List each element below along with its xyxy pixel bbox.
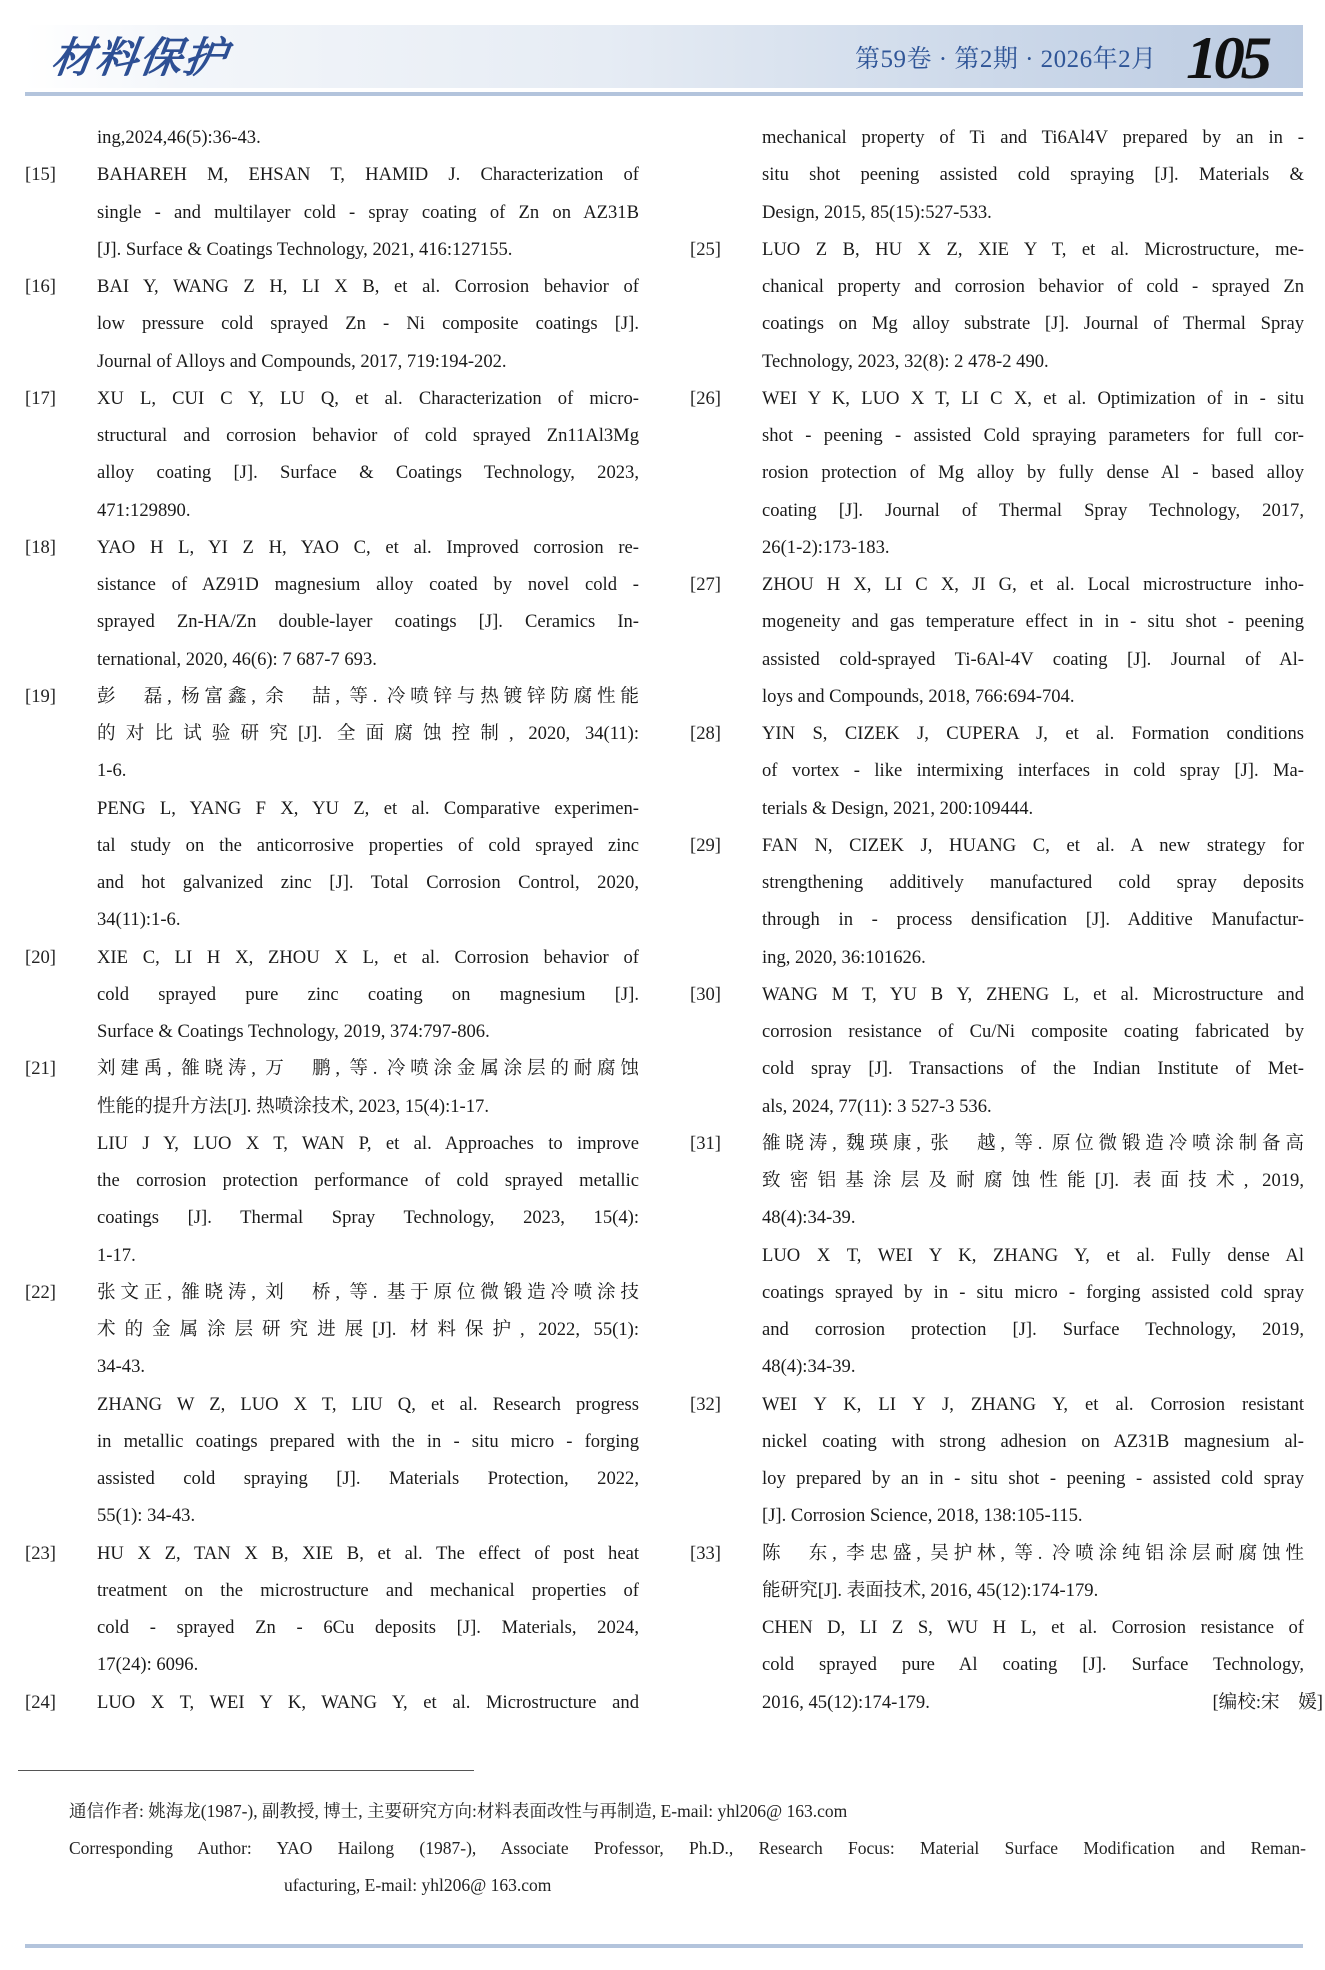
reference-text: WEI Y K, LUO X T, LI C X, et al. Optimization of in - situ: [762, 387, 1304, 409]
reference-text: 术的金属涂层研究进展[J]. 材料保护, 2022, 55(1):: [97, 1319, 639, 1340]
reference-line: [18, 790, 658, 827]
reference-line: [683, 417, 1323, 454]
corresponding-author-en-continued: ufacturing, E-mail: yhl206@ 163.com: [284, 1875, 552, 1895]
reference-text: through in - process densification [J]. Additive Manufactur-: [762, 909, 1304, 931]
reference-line: [683, 1311, 1323, 1348]
issue-info: 第59卷 · 第2期 · 2026年2月: [855, 46, 1157, 73]
reference-number: [15]: [25, 164, 56, 186]
reference-line: [683, 1199, 1323, 1236]
reference-entry-start: [683, 1535, 1323, 1572]
reference-text: shot - peening - assisted Cold spraying parameters for full cor-: [762, 425, 1304, 446]
reference-text: 471:129890.: [97, 499, 191, 521]
reference-line: [18, 1609, 658, 1646]
reference-line: [683, 1609, 1323, 1646]
reference-text: ing,2024,46(5):36-43.: [97, 127, 261, 148]
reference-line: [18, 901, 658, 938]
reference-line: [18, 343, 658, 380]
reference-text: 陈 东, 李忠盛, 吴护林, 等. 冷喷涂纯铝涂层耐腐蚀性: [762, 1542, 1304, 1564]
references-left-column: [18, 119, 658, 1721]
reference-text: assisted cold-sprayed Ti-6Al-4V coating [J]. Journal of Al-: [762, 648, 1304, 670]
reference-text: 致密铝基涂层及耐腐蚀性能[J]. 表面技术, 2019,: [762, 1170, 1304, 1191]
reference-text: situ shot peening assisted cold spraying [J]. Materials &: [762, 164, 1304, 186]
reference-line: [683, 119, 1323, 156]
reference-text: 48(4):34-39.: [762, 1356, 856, 1378]
reference-text: 雒晓涛, 魏瑛康, 张 越, 等. 原位微锻造冷喷涂制备高: [762, 1132, 1304, 1154]
reference-text: PENG L, YANG F X, YU Z, et al. Comparative experimen-: [97, 797, 639, 819]
reference-text: Surface & Coatings Technology, 2019, 374:797-806.: [97, 1021, 490, 1042]
reference-number: [26]: [690, 387, 721, 409]
reference-text: alloy coating [J]. Surface & Coatings Technology, 2023,: [97, 462, 639, 484]
reference-line: [18, 827, 658, 864]
reference-line: [18, 194, 658, 231]
reference-text: Design, 2015, 85(15):527-533.: [762, 201, 992, 223]
reference-text: [J]. Surface & Coatings Technology, 2021, 416:127155.: [97, 238, 513, 260]
reference-text: 1-17.: [97, 1244, 136, 1266]
reference-text: 2016, 45(12):174-179.: [762, 1691, 930, 1713]
reference-text: CHEN D, LI Z S, WU H L, et al. Corrosion resistance of: [762, 1617, 1304, 1638]
reference-text: 48(4):34-39.: [762, 1207, 856, 1229]
reference-number: [33]: [690, 1542, 721, 1564]
reference-number: [25]: [690, 238, 721, 260]
reference-text: terials & Design, 2021, 200:109444.: [762, 797, 1034, 819]
reference-entry-start: [18, 380, 658, 417]
reference-entry-start: [683, 566, 1323, 603]
reference-text: chanical property and corrosion behavior of cold - sprayed Zn: [762, 276, 1304, 297]
reference-line: [683, 603, 1323, 640]
reference-entry-start: [18, 939, 658, 976]
reference-text: 34-43.: [97, 1356, 146, 1378]
reference-line: [18, 1088, 658, 1125]
reference-text: and corrosion protection [J]. Surface Technology, 2019,: [762, 1319, 1304, 1340]
reference-text: 性能的提升方法[J]. 热喷涂技术, 2023, 15(4):1-17.: [97, 1095, 489, 1117]
reference-line: [18, 1646, 658, 1683]
reference-text: 1-6.: [97, 760, 127, 782]
reference-line: [18, 566, 658, 603]
page-number: 105: [1186, 25, 1268, 91]
reference-entry-start: [683, 715, 1323, 752]
reference-line: [18, 1162, 658, 1199]
reference-text: sistance of AZ91D magnesium alloy coated by novel cold -: [97, 574, 639, 595]
reference-text: 张文正, 雒晓涛, 刘 桥, 等. 基于原位微锻造冷喷涂技: [97, 1281, 639, 1303]
footer-divider: [25, 1944, 1303, 1948]
reference-text: ZHANG W Z, LUO X T, LIU Q, et al. Research progress: [97, 1393, 639, 1415]
reference-line: [683, 1460, 1323, 1497]
reference-line: [18, 492, 658, 529]
reference-text: treatment on the microstructure and mechanical properties of: [97, 1579, 639, 1601]
reference-entry-start: [683, 380, 1323, 417]
reference-text: LUO Z B, HU X Z, XIE Y T, et al. Microstructure, me-: [762, 238, 1304, 260]
reference-line: [18, 1572, 658, 1609]
reference-entry-start: [683, 976, 1323, 1013]
reference-text: the corrosion protection performance of cold sprayed metallic: [97, 1170, 639, 1191]
reference-number: [28]: [690, 723, 721, 744]
reference-text: LUO X T, WEI Y K, WANG Y, et al. Microstructure and: [97, 1691, 639, 1713]
reference-line: [683, 529, 1323, 566]
reference-entry-start: [683, 231, 1323, 268]
reference-line: [18, 1013, 658, 1050]
reference-text: WEI Y K, LI Y J, ZHANG Y, et al. Corrosion resistant: [762, 1393, 1304, 1415]
reference-text: mechanical property of Ti and Ti6Al4V prepared by an in -: [762, 127, 1304, 148]
reference-text: low pressure cold sprayed Zn - Ni composite coatings [J].: [97, 313, 639, 335]
reference-number: [31]: [690, 1132, 721, 1154]
reference-text: YIN S, CIZEK J, CUPERA J, et al. Formation conditions: [762, 723, 1304, 744]
reference-text: LUO X T, WEI Y K, ZHANG Y, et al. Fully dense Al: [762, 1244, 1304, 1266]
reference-line: [683, 752, 1323, 789]
reference-entry-start: [683, 1125, 1323, 1162]
reference-line: [683, 1572, 1323, 1609]
reference-text: HU X Z, TAN X B, XIE B, et al. The effect of post heat: [97, 1542, 639, 1564]
reference-text: XIE C, LI H X, ZHOU X L, et al. Corrosion behavior of: [97, 946, 639, 968]
reference-text: cold sprayed pure Al coating [J]. Surface Technology,: [762, 1654, 1304, 1676]
reference-text: BAHAREH M, EHSAN T, HAMID J. Characterization of: [97, 164, 639, 186]
editor-note: [编校:宋 媛]: [1212, 1691, 1323, 1713]
reference-text: nickel coating with strong adhesion on AZ31B magnesium al-: [762, 1430, 1304, 1452]
reference-text: corrosion resistance of Cu/Ni composite coating fabricated by: [762, 1021, 1304, 1042]
reference-number: [24]: [25, 1691, 56, 1713]
reference-text: ZHOU H X, LI C X, JI G, et al. Local microstructure inho-: [762, 574, 1304, 595]
reference-text: ternational, 2020, 46(6): 7 687-7 693.: [97, 648, 377, 670]
reference-number: [30]: [690, 983, 721, 1005]
reference-text: rosion protection of Mg alloy by fully dense Al - based alloy: [762, 462, 1304, 484]
reference-entry-start: [18, 268, 658, 305]
reference-number: [27]: [690, 574, 721, 595]
reference-line: [18, 1348, 658, 1385]
reference-text: coating [J]. Journal of Thermal Spray Technology, 2017,: [762, 499, 1304, 521]
reference-text: 17(24): 6096.: [97, 1654, 199, 1676]
reference-line: [18, 305, 658, 342]
reference-text: als, 2024, 77(11): 3 527-3 536.: [762, 1095, 992, 1117]
reference-text: tal study on the anticorrosive properties of cold sprayed zinc: [97, 834, 639, 856]
reference-text: XU L, CUI C Y, LU Q, et al. Characterization of micro-: [97, 387, 639, 409]
reference-text: FAN N, CIZEK J, HUANG C, et al. A new strategy for: [762, 834, 1304, 856]
reference-text: 彭 磊, 杨富鑫, 余 喆, 等. 冷喷锌与热镀锌防腐性能: [97, 685, 639, 707]
footnote-divider: [18, 1770, 474, 1771]
reference-text: LIU J Y, LUO X T, WAN P, et al. Approaches to improve: [97, 1132, 639, 1154]
reference-line: [18, 1199, 658, 1236]
reference-text: coatings sprayed by in - situ micro - forging assisted cold spray: [762, 1281, 1304, 1303]
reference-line: [683, 156, 1323, 193]
reference-text: BAI Y, WANG Z H, LI X B, et al. Corrosion behavior of: [97, 276, 639, 297]
reference-line: [683, 901, 1323, 938]
reference-line: [683, 454, 1323, 491]
reference-text: assisted cold spraying [J]. Materials Protection, 2022,: [97, 1468, 639, 1489]
reference-text: 55(1): 34-43.: [97, 1505, 196, 1527]
reference-line: [18, 976, 658, 1013]
header-divider: [25, 92, 1303, 96]
reference-text: structural and corrosion behavior of cold sprayed Zn11Al3Mg: [97, 425, 639, 446]
reference-line: [683, 1274, 1323, 1311]
reference-text: loys and Compounds, 2018, 766:694-704.: [762, 685, 1075, 707]
reference-line: [683, 864, 1323, 901]
reference-line: [683, 268, 1323, 305]
reference-text: YAO H L, YI Z H, YAO C, et al. Improved corrosion re-: [97, 536, 639, 558]
reference-text: Journal of Alloys and Compounds, 2017, 719:194-202.: [97, 350, 507, 372]
reference-line: [18, 1460, 658, 1497]
reference-line: [683, 343, 1323, 380]
reference-text: in metallic coatings prepared with the in - situ micro - forging: [97, 1430, 639, 1452]
reference-text: cold - sprayed Zn - 6Cu deposits [J]. Materials, 2024,: [97, 1617, 639, 1638]
reference-line: [18, 417, 658, 454]
reference-text: 能研究[J]. 表面技术, 2016, 45(12):174-179.: [762, 1579, 1099, 1601]
reference-text: coatings [J]. Thermal Spray Technology, 2023, 15(4):: [97, 1207, 639, 1229]
reference-number: [29]: [690, 834, 721, 856]
reference-number: [16]: [25, 276, 56, 297]
reference-line: [18, 1497, 658, 1534]
reference-entry-start: [18, 1274, 658, 1311]
corresponding-author-en: Corresponding Author: YAO Hailong (1987-), Associate Professor, Ph.D., Research Focus: Material Surface Modification and Reman-: [69, 1838, 1306, 1858]
reference-number: [21]: [25, 1058, 56, 1080]
reference-entry-start: [18, 678, 658, 715]
reference-text: mogeneity and gas temperature effect in in - situ shot - peening: [762, 611, 1304, 633]
reference-text: loy prepared by an in - situ shot - peening - assisted cold spray: [762, 1468, 1304, 1489]
reference-entry-start: [18, 156, 658, 193]
reference-line: [18, 1237, 658, 1274]
journal-logo: 材料保护: [48, 33, 232, 82]
reference-text: single - and multilayer cold - spray coating of Zn on AZ31B: [97, 201, 639, 223]
reference-text: 34(11):1-6.: [97, 909, 181, 931]
reference-line: [683, 1088, 1323, 1125]
reference-line: [683, 678, 1323, 715]
reference-entry-start: [18, 529, 658, 566]
reference-text: coatings on Mg alloy substrate [J]. Journal of Thermal Spray: [762, 313, 1304, 335]
reference-line: [683, 641, 1323, 678]
reference-line: [683, 1237, 1323, 1274]
reference-number: [19]: [25, 685, 56, 707]
reference-entry-start: [683, 1386, 1323, 1423]
reference-text: Technology, 2023, 32(8): 2 478-2 490.: [762, 350, 1049, 372]
reference-line: [683, 1348, 1323, 1385]
reference-line: [18, 641, 658, 678]
reference-line: [18, 603, 658, 640]
reference-line: [683, 492, 1323, 529]
reference-line: [683, 1162, 1323, 1199]
reference-number: [23]: [25, 1542, 56, 1564]
reference-line: [683, 939, 1323, 976]
reference-text: 刘建禹, 雒晓涛, 万 鹏, 等. 冷喷涂金属涂层的耐腐蚀: [97, 1058, 639, 1080]
reference-text: strengthening additively manufactured cold spray deposits: [762, 872, 1304, 893]
reference-line: [18, 231, 658, 268]
corresponding-author-cn: 通信作者: 姚海龙(1987-), 副教授, 博士, 主要研究方向:材料表面改性与再制造, E-mail: yhl206@ 163.com: [69, 1801, 848, 1821]
reference-text: cold sprayed pure zinc coating on magnesium [J].: [97, 983, 639, 1005]
reference-line: [18, 864, 658, 901]
reference-line: [683, 1646, 1323, 1683]
reference-line: [18, 119, 658, 156]
reference-line: [18, 1423, 658, 1460]
reference-line: [18, 1386, 658, 1423]
reference-line: [683, 1423, 1323, 1460]
reference-number: [20]: [25, 946, 56, 968]
reference-text: cold spray [J]. Transactions of the Indian Institute of Met-: [762, 1058, 1304, 1080]
reference-line: [18, 1311, 658, 1348]
reference-text: [J]. Corrosion Science, 2018, 138:105-115.: [762, 1505, 1083, 1527]
reference-text: 26(1-2):173-183.: [762, 536, 890, 558]
reference-number: [18]: [25, 536, 56, 558]
reference-line: [683, 1013, 1323, 1050]
reference-line: [683, 305, 1323, 342]
reference-number: [32]: [690, 1393, 721, 1415]
reference-line: [683, 194, 1323, 231]
reference-line: [683, 1050, 1323, 1087]
reference-number: [22]: [25, 1281, 56, 1303]
reference-entry-start: [18, 1684, 658, 1721]
reference-line: [683, 790, 1323, 827]
reference-line: [18, 454, 658, 491]
reference-entry-start: [18, 1535, 658, 1572]
reference-line: [683, 1684, 1323, 1721]
reference-text: of vortex - like intermixing interfaces in cold spray [J]. Ma-: [762, 760, 1304, 782]
reference-line: [18, 752, 658, 789]
reference-text: 的对比试验研究[J]. 全面腐蚀控制, 2020, 34(11):: [97, 723, 639, 744]
reference-text: sprayed Zn-HA/Zn double-layer coatings [J]. Ceramics In-: [97, 611, 639, 633]
reference-entry-start: [683, 827, 1323, 864]
reference-line: [683, 1497, 1323, 1534]
reference-text: ing, 2020, 36:101626.: [762, 946, 926, 968]
reference-line: [18, 1125, 658, 1162]
references-right-column: [683, 119, 1323, 1721]
reference-entry-start: [18, 1050, 658, 1087]
reference-line: [18, 715, 658, 752]
reference-text: and hot galvanized zinc [J]. Total Corrosion Control, 2020,: [97, 872, 639, 893]
reference-text: WANG M T, YU B Y, ZHENG L, et al. Microstructure and: [762, 983, 1304, 1005]
reference-number: [17]: [25, 387, 56, 409]
